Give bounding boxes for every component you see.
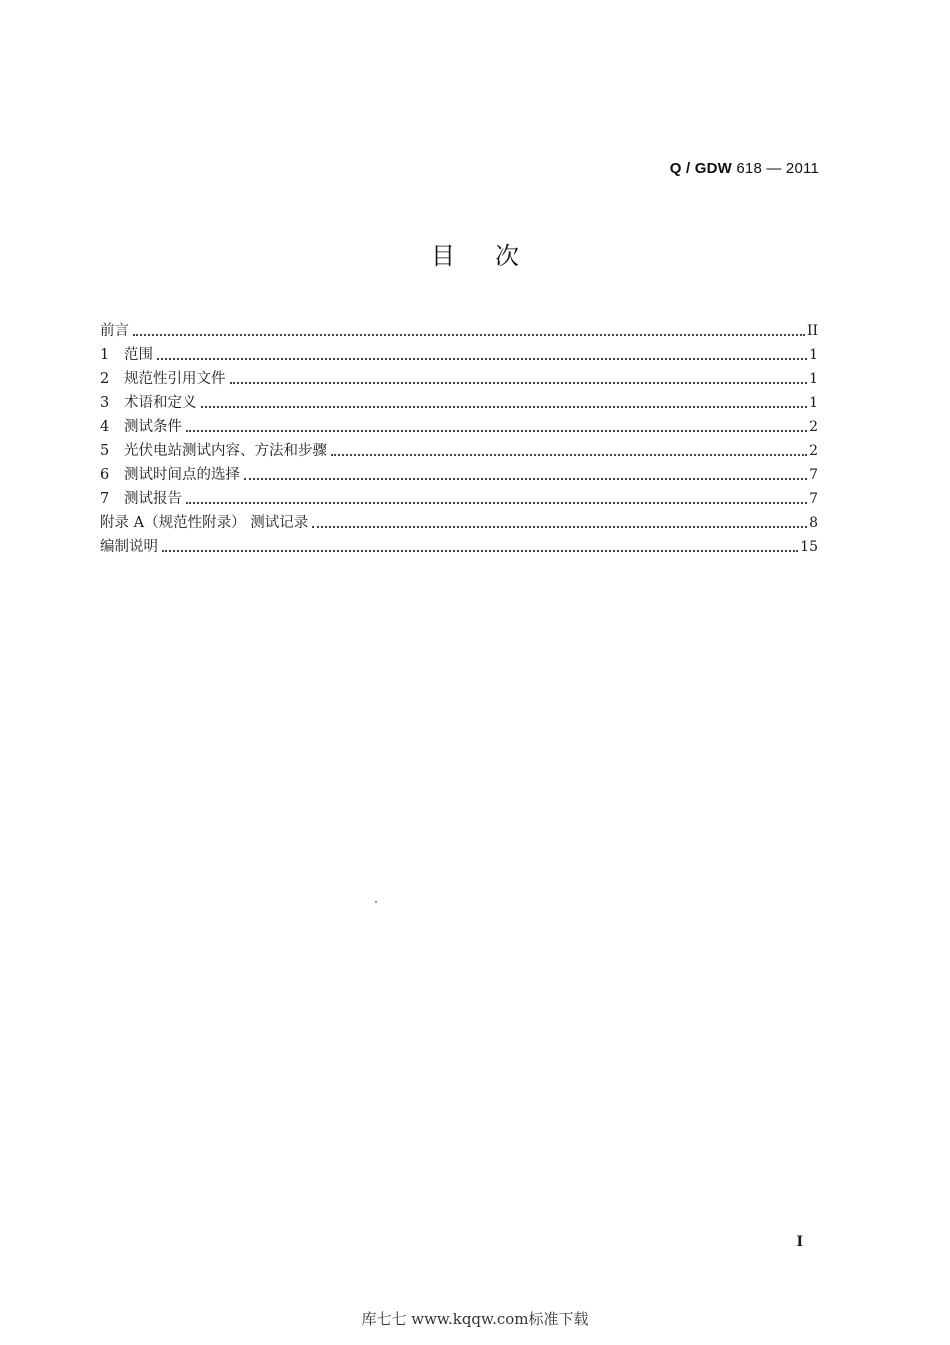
toc-entry-page: 7 xyxy=(809,467,818,483)
toc-entry[interactable] xyxy=(100,484,818,508)
toc-entry-label: 范围 xyxy=(124,347,153,363)
scan-speck xyxy=(375,901,377,903)
standard-prefix: Q / GDW xyxy=(669,160,732,177)
toc-entry-number: 7 xyxy=(100,491,110,507)
standard-code xyxy=(670,160,819,177)
toc-entry-label: 规范性引用文件 xyxy=(124,371,226,387)
toc-leader-dots xyxy=(201,406,808,408)
toc-entry-label: 测试条件 xyxy=(124,419,182,435)
toc-entry-label: 前言 xyxy=(100,323,129,339)
toc-entry-page: 1 xyxy=(809,371,818,387)
toc-entry[interactable] xyxy=(100,364,818,388)
toc-leader-dots xyxy=(133,334,805,336)
toc-leader-dots xyxy=(157,358,807,360)
toc-entry[interactable] xyxy=(100,388,818,412)
toc-entry-number: 2 xyxy=(100,371,110,387)
toc-leader-dots xyxy=(186,502,807,504)
toc-entry[interactable] xyxy=(100,460,818,484)
toc-entry-page: 7 xyxy=(809,491,818,507)
toc-entry-label: 术语和定义 xyxy=(124,395,197,411)
toc-leader-dots xyxy=(244,478,807,480)
toc-entry-number: 6 xyxy=(100,467,110,483)
toc-entry-page: 2 xyxy=(809,443,818,459)
toc-entry-number: 3 xyxy=(100,395,110,411)
toc-leader-dots xyxy=(331,454,807,456)
toc-entry-number: 5 xyxy=(100,443,110,459)
standard-number: 618 — 2011 xyxy=(736,160,819,177)
table-of-contents xyxy=(100,316,818,556)
toc-entry[interactable] xyxy=(100,508,818,532)
toc-entry[interactable] xyxy=(100,532,818,556)
toc-leader-dots xyxy=(186,430,807,432)
toc-title: 目次 xyxy=(431,242,559,270)
toc-entry-label: 测试时间点的选择 xyxy=(124,467,240,483)
toc-entry-page: 2 xyxy=(809,419,818,435)
toc-entry-number: 1 xyxy=(100,347,110,363)
toc-leader-dots xyxy=(230,382,808,384)
toc-entry-label: 光伏电站测试内容、方法和步骤 xyxy=(124,443,327,459)
toc-entry-label: 附录 A（规范性附录） 测试记录 xyxy=(100,515,309,531)
toc-entry[interactable] xyxy=(100,316,818,340)
toc-entry[interactable] xyxy=(100,340,818,364)
toc-entry-number: 4 xyxy=(100,419,110,435)
toc-entry-page: 15 xyxy=(800,539,818,555)
toc-entry-page: 1 xyxy=(809,395,818,411)
toc-entry-page: 8 xyxy=(809,515,818,531)
download-watermark: 库七七 www.kqqw.com标准下载 xyxy=(361,1310,589,1328)
toc-entry-page: II xyxy=(806,323,818,339)
toc-entry-page: 1 xyxy=(809,347,818,363)
toc-entry-label: 编制说明 xyxy=(100,539,158,555)
toc-entry[interactable] xyxy=(100,436,818,460)
page-number: I xyxy=(796,1234,803,1250)
toc-leader-dots xyxy=(312,526,807,528)
toc-entry[interactable] xyxy=(100,412,818,436)
toc-entry-label: 测试报告 xyxy=(124,491,182,507)
toc-leader-dots xyxy=(162,550,798,552)
